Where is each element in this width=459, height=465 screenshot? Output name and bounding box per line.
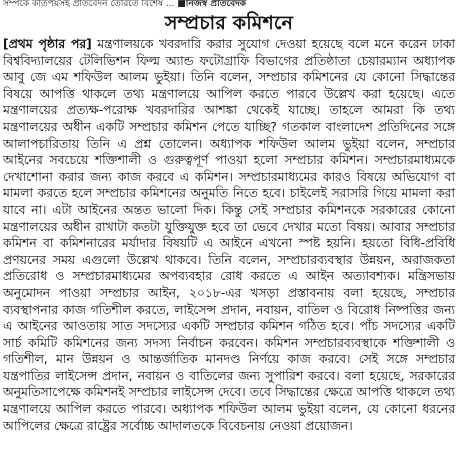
continuation-kicker: [প্রথম পৃষ্ঠার পর] <box>3 37 92 51</box>
previous-article-strip <box>3 0 455 9</box>
reporter-credit: ■নিজস্ব প্রতিবেদক <box>177 0 247 9</box>
article-headline: সম্প্রচার কমিশনে <box>164 12 294 34</box>
article-body-text: মন্ত্রণালয়কে খবরদারি করার সুযোগ দেওয়া হয়েছে বলে মনে করেন ঢাকা বিশ্ববিদ্যালয়ের টেলিভিশন ফিল্ম অ্যান্ড ফটোগ্রাফি বিভাগের প্রতিষ্ঠাতা চেয়ারম্যান অধ্যাপক আবু জে এম শফিউল আলম ভুইয়া। তিনি বলেন, সম্প্রচার কমিশনের যে কোনো সিদ্ধান্তের বিষয়ে আপত্তি থাকলে তথ্য মন্ত্রণালয়ে আপিল করতে পারবে উল্লেখ করা হয়েছে। এতে মন্ত্রণালয়ের প্রত্যক্ষ-পরোক্ষ খবরদারির আশঙ্কা থেকেই যাচ্ছে। তাহলে আমরা কি তথ্য মন্ত্রণালয়ের অধীন একটি সম্প্রচার কমিশন পেতে যাচ্ছি? গতকাল বাংলাদেশ প্রতিদিনের সঙ্গে আলাপচারিতায় তিনি এ প্রশ্ন তোলেন। অধ্যাপক শফিউল আলম ভুইয়া বলেন, সম্প্রচার আইনের সবচেয়ে শক্তিশালী ও গুরুত্বপূর্ণ পাওয়া হলো সম্প্রচার কমিশন। সম্প্রচারমাধ্যমকে দেখাশোনা করার জন্য কাজ করবে এ কমিশন। সম্প্রচারমাধ্যমের কারও বিষয়ে অভিযোগ বা মামলা করতে হলে সম্প্রচার কমিশনের অনুমতি নিতে হবে। চাইলেই সরাসরি গিয়ে মামলা করা যাবে না। এটা আইনের অন্তত ভালো দিক। কিন্তু সেই সম্প্রচার কমিশনকে সরকারের কোনো মন্ত্রণালয়ের অধীন রাখাটা কতটা যুক্তিযুক্ত হবে তা ভেবে দেখার মতো বিষয়। আবার সম্প্রচার কমিশন বা কমিশনারের মর্যাদার বিষয়টি এ আইনে এখনো স্পষ্ট হয়নি। হয়তো বিধি-প্রবিধি প্রণয়নের সময় এগুলো উল্লেখ থাকবে। তিনি বলেন, সম্প্রচারব্যবস্থার উন্নয়ন, অরাজকতা প্রতিরোধ ও সম্প্রচারমাধ্যমের অপব্যবহার রোধ করতে এ আইন অত্যাবশ্যক। মন্ত্রিসভায় অনুমোদন পাওয়া সম্প্রচার আইন, ২০১৮-এর খসড়া প্রস্তাবনায় বলা হয়েছে, সম্প্রচার ব্যবস্থাপনার কাজ গতিশীল করতে, লাইসেন্স প্রদান, নবায়ন, বাতিল ও বিরোধ নিষ্পত্তির জন্য এ আইনের আওতায় সাত সদস্যের একটি সম্প্রচার কমিশন গঠিত হবে। পাঁচ সদস্যের একটি সার্চ কমিটি কমিশনের জন্য সদস্য নির্বাচন করবেন। কমিশন সম্প্রচারব্যবস্থাকে শক্তিশালী ও গতিশীল, মান উন্নয়ন ও আন্তর্জাতিক মানদণ্ড নির্ণয়ে কাজ করবে। সেই সঙ্গে সম্প্রচার যন্ত্রপাতির লাইসেন্স প্রদান, নবায়ন ও বাতিলের জন্য সুপারিশ করবে। বলা হয়েছে, সরকারের অনুমতিসাপেক্ষে কমিশনই সম্প্রচার লাইসেন্স দেবে। তবে সিদ্ধান্তের ক্ষেত্রে আপত্তি থাকলে তথ্য মন্ত্রণালয়ে আপিল করতে পারবে। অধ্যাপক শফিউল আলম ভুইয়া বলেন, যে কোনো ধরনের আপিলের ক্ষেত্রে রাষ্ট্রের সর্বোচ্চ আদালতকে বিবেচনায় নেওয়া প্রয়োজন। <box>3 37 455 433</box>
previous-article-text: সম্পর্কে কতিপয়সহ প্রতিবেদন তৈরিতে বিশেষ ... <box>3 0 178 9</box>
article-body <box>3 36 455 434</box>
